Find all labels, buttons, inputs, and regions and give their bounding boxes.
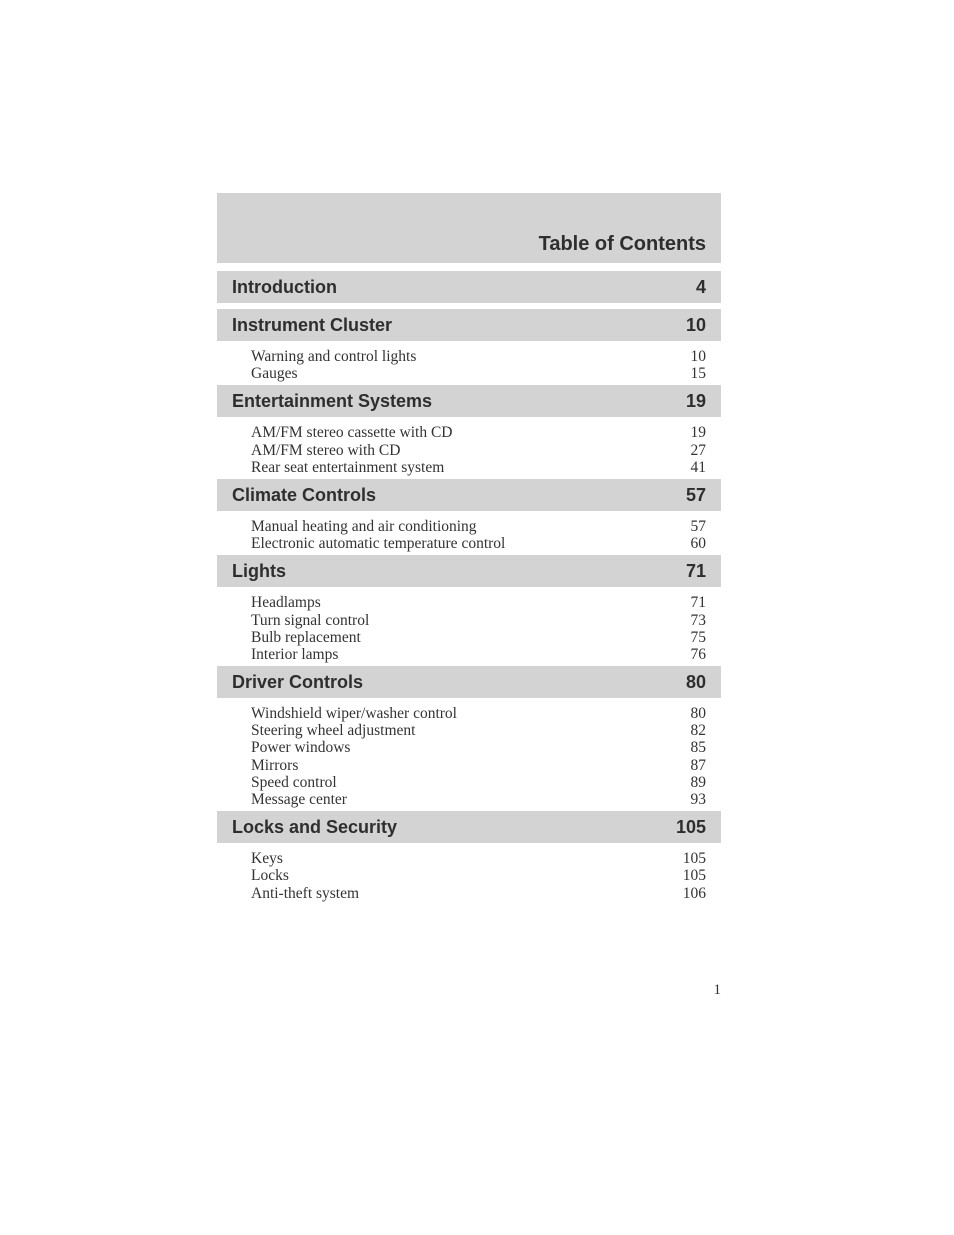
section-title: Introduction xyxy=(232,277,337,297)
subsection-title: Keys xyxy=(251,850,283,868)
subsection-item[interactable] xyxy=(217,442,721,459)
subsection-list xyxy=(217,341,721,385)
subsection-title: Message center xyxy=(251,791,347,808)
toc-section-instrument-cluster xyxy=(217,309,721,385)
subsection-item[interactable] xyxy=(217,867,721,884)
subsection-page: 75 xyxy=(690,628,706,646)
subsection-page: 73 xyxy=(690,611,706,629)
toc-header xyxy=(217,193,721,263)
subsection-page: 82 xyxy=(690,722,706,740)
section-title: Climate Controls xyxy=(232,484,377,505)
section-bar[interactable] xyxy=(217,309,721,341)
subsection-item[interactable] xyxy=(217,518,721,535)
subsection-title: Headlamps xyxy=(251,594,321,612)
section-title: Driver Controls xyxy=(232,672,364,693)
subsection-title: Speed control xyxy=(251,773,337,791)
toc-section-climate-controls xyxy=(217,479,721,555)
subsection-page: 60 xyxy=(690,535,706,553)
subsection-item[interactable] xyxy=(217,424,721,441)
page-number: 1 xyxy=(713,982,721,998)
subsection-title: Rear seat entertainment system xyxy=(251,458,445,476)
subsection-item[interactable] xyxy=(217,757,721,774)
subsection-title: Locks xyxy=(251,867,289,885)
section-page: 19 xyxy=(685,391,706,412)
section-title: Instrument Cluster xyxy=(232,315,393,335)
subsection-page: 85 xyxy=(690,739,706,757)
subsection-list xyxy=(217,843,721,905)
subsection-item[interactable] xyxy=(217,365,721,382)
subsection-page: 89 xyxy=(690,773,706,791)
subsection-title: Electronic automatic temperature control xyxy=(251,535,506,553)
subsection-title: Steering wheel adjustment xyxy=(251,722,416,740)
section-bar[interactable] xyxy=(217,271,721,303)
subsection-list xyxy=(217,511,721,555)
section-page: 80 xyxy=(685,672,706,693)
subsection-title: Anti-theft system xyxy=(251,884,360,902)
page-title: Table of Contents xyxy=(538,233,706,255)
subsection-title: Manual heating and air conditioning xyxy=(251,517,477,535)
subsection-page: 106 xyxy=(682,884,706,902)
subsection-item[interactable] xyxy=(217,722,721,739)
subsection-page: 93 xyxy=(690,791,706,808)
subsection-title: Windshield wiper/washer control xyxy=(251,705,457,723)
section-bar[interactable] xyxy=(217,811,721,843)
subsection-title: Gauges xyxy=(251,365,298,383)
subsection-title: Bulb replacement xyxy=(251,628,361,646)
subsection-title: Power windows xyxy=(251,739,351,757)
subsection-page: 27 xyxy=(690,441,706,459)
subsection-page: 80 xyxy=(690,705,706,723)
section-title: Lights xyxy=(232,561,286,582)
section-page: 105 xyxy=(675,817,706,838)
toc-section-introduction xyxy=(217,271,721,303)
subsection-item[interactable] xyxy=(217,629,721,646)
subsection-title: Warning and control lights xyxy=(251,348,417,365)
subsection-page: 19 xyxy=(690,424,706,442)
subsection-item[interactable] xyxy=(217,705,721,722)
subsection-list xyxy=(217,698,721,811)
subsection-title: Turn signal control xyxy=(251,611,370,629)
subsection-page: 15 xyxy=(690,365,706,383)
subsection-item[interactable] xyxy=(217,885,721,902)
subsection-item[interactable] xyxy=(217,459,721,476)
section-page: 57 xyxy=(685,484,706,505)
subsection-page: 71 xyxy=(690,594,706,612)
toc-section-driver-controls xyxy=(217,666,721,811)
subsection-item[interactable] xyxy=(217,739,721,756)
subsection-page: 41 xyxy=(690,458,706,476)
subsection-page: 105 xyxy=(682,867,706,885)
subsection-title: AM/FM stereo with CD xyxy=(251,441,401,459)
toc-section-lights xyxy=(217,555,721,666)
subsection-title: Mirrors xyxy=(251,756,299,774)
subsection-page: 87 xyxy=(690,756,706,774)
section-title: Locks and Security xyxy=(232,817,398,838)
section-page: 71 xyxy=(685,561,706,582)
section-page: 4 xyxy=(695,277,706,297)
subsection-list xyxy=(217,587,721,666)
subsection-item[interactable] xyxy=(217,850,721,867)
subsection-item[interactable] xyxy=(217,535,721,552)
subsection-page: 57 xyxy=(690,517,706,535)
section-bar[interactable] xyxy=(217,479,721,511)
subsection-page: 105 xyxy=(682,850,706,868)
subsection-item[interactable] xyxy=(217,348,721,365)
section-bar[interactable] xyxy=(217,555,721,587)
section-bar[interactable] xyxy=(217,385,721,417)
toc-section-entertainment-systems xyxy=(217,385,721,479)
section-title: Entertainment Systems xyxy=(232,391,433,412)
section-page: 10 xyxy=(685,315,706,335)
subsection-page: 76 xyxy=(690,645,706,663)
subsection-item[interactable] xyxy=(217,646,721,663)
subsection-item[interactable] xyxy=(217,612,721,629)
subsection-title: Interior lamps xyxy=(251,645,339,663)
subsection-list xyxy=(217,417,721,479)
section-bar[interactable] xyxy=(217,666,721,698)
subsection-item[interactable] xyxy=(217,774,721,791)
toc-section-locks-and-security xyxy=(217,811,721,905)
toc-sections xyxy=(217,271,721,905)
subsection-page: 10 xyxy=(690,348,706,365)
subsection-title: AM/FM stereo cassette with CD xyxy=(251,424,453,442)
subsection-item[interactable] xyxy=(217,594,721,611)
subsection-item[interactable] xyxy=(217,791,721,808)
